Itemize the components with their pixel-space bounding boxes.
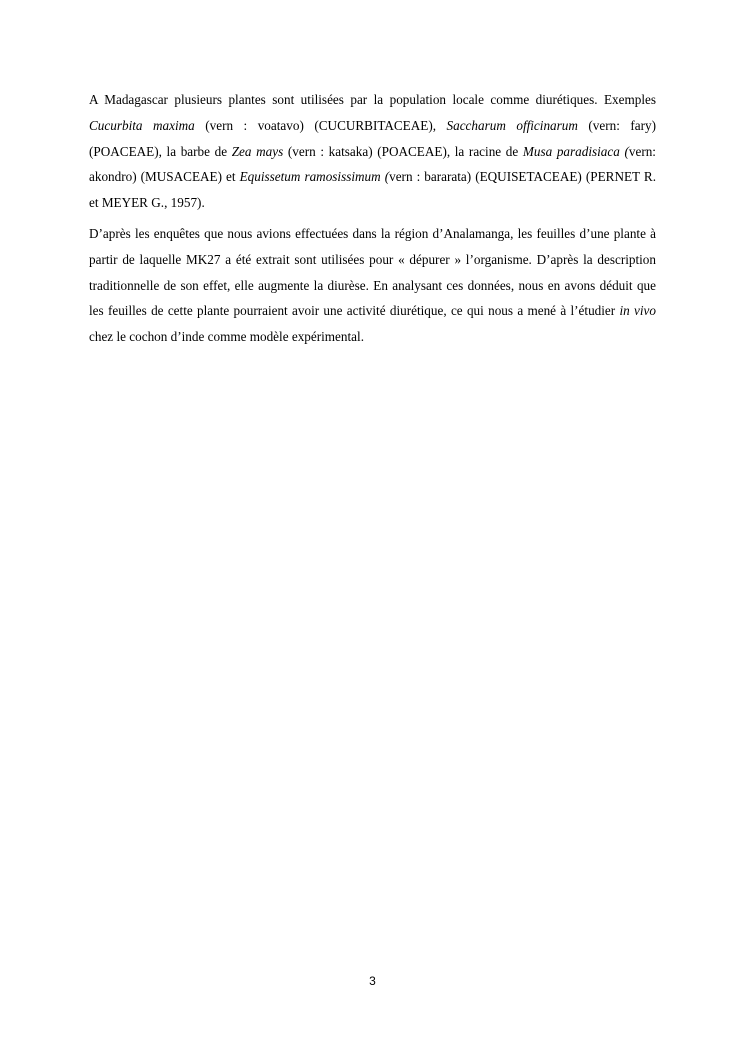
text-segment: D’après les enquêtes que nous avions effectuées dans la région d’Analamanga, les feuilles d’une plante à partir de laquelle MK27 a été extrait sont utilisées pour « dépurer » l’organisme. D’après la description traditionnelle de son effet, elle augmente la diurèse. En analysant ces données, nous en avons déduit que les feuilles de cette plante pourraient avoir une activité diurétique, ce qui nous a mené à l’étudier [89,225,656,319]
text-segment: A Madagascar plusieurs plantes sont utilisées par la population locale comme diurétiques. Exemples [89,92,656,107]
species-name: Zea mays [231,143,284,159]
text-segment: (vern : voatavo) (CUCURBITACEAE), [194,117,447,133]
text-segment: (vern : katsaka) (POACEAE), la racine de [283,143,523,159]
text-segment: chez le cochon d’inde comme modèle expérimental. [89,329,364,345]
body-text [89,87,656,355]
text-segment: (vern: fary) (POACEAE), la barbe de [89,117,656,159]
species-name: Cucurbita maxima [89,117,195,133]
paragraph [89,87,656,216]
page-number: 3 [369,974,376,988]
text-segment: vern: akondro) (MUSACEAE) et [89,143,656,185]
species-name: Musa paradisiaca ( [522,143,629,159]
species-name: Equissetum ramosissimum ( [239,169,390,185]
text-segment: vern : bararata) (EQUISETACEAE) (PERNET R. et MEYER G., 1957). [89,169,656,211]
italic-term: in vivo [619,303,656,319]
paragraph [89,221,656,350]
species-name: Saccharum officinarum [446,117,578,133]
